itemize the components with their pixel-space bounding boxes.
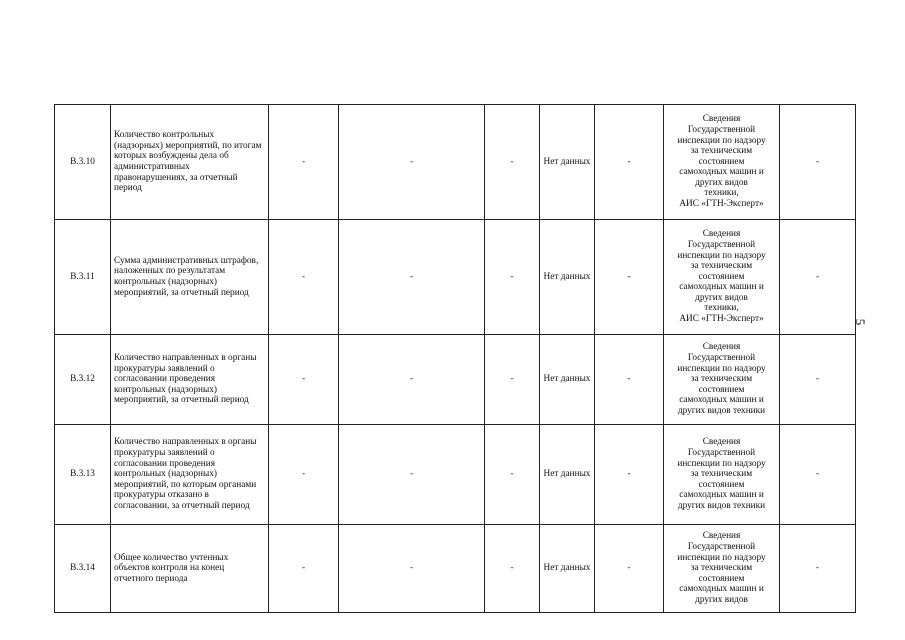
row-code: B.3.11 [55,220,111,335]
row-cell: - [485,220,540,335]
row-cell: - [485,525,540,613]
row-cell: - [269,425,339,525]
indicators-table [54,104,856,613]
row-indicator-name: Количество направленных в органы прокуратуры заявлений о согласовании проведения контрольных (надзорных) мероприятий, по которым органами прокуратуры отказано в согласовании, за отчетный период [111,425,269,525]
table-row [55,335,856,425]
row-cell: - [780,525,856,613]
row-code: B.3.10 [55,105,111,220]
page-number: 5 [853,318,868,326]
row-cell: - [339,525,485,613]
row-cell: - [269,335,339,425]
row-cell: - [780,105,856,220]
row-cell: - [485,335,540,425]
row-cell: - [269,525,339,613]
row-code: B.3.13 [55,425,111,525]
row-source: Сведения Государственной инспекции по надзору за техническим состоянием самоходных машин и других видов техники [664,425,780,525]
table-row [55,525,856,613]
row-source: Сведения Государственной инспекции по надзору за техническим состоянием самоходных машин и других видов техники, АИС «ГТН-Эксперт» [664,105,780,220]
row-cell: - [595,335,664,425]
row-cell: - [339,425,485,525]
row-code: B.3.14 [55,525,111,613]
table-row [55,105,856,220]
row-status: Нет данных [540,525,595,613]
row-status: Нет данных [540,335,595,425]
row-status: Нет данных [540,220,595,335]
row-indicator-name: Количество направленных в органы прокуратуры заявлений о согласовании проведения контрольных (надзорных) мероприятий, за отчетный период [111,335,269,425]
row-source: Сведения Государственной инспекции по надзору за техническим состоянием самоходных машин и других видов [664,525,780,613]
table-row [55,425,856,525]
row-cell: - [780,425,856,525]
row-cell: - [780,335,856,425]
row-cell: - [269,105,339,220]
row-status: Нет данных [540,105,595,220]
row-cell: - [485,105,540,220]
row-source: Сведения Государственной инспекции по надзору за техническим состоянием самоходных машин и других видов техники, АИС «ГТН-Эксперт» [664,220,780,335]
row-cell: - [595,525,664,613]
row-code: B.3.12 [55,335,111,425]
row-cell: - [485,425,540,525]
row-indicator-name: Количество контрольных (надзорных) мероприятий, по итогам которых возбуждены дела об административных правонарушениях, за отчетный период [111,105,269,220]
row-cell: - [595,105,664,220]
row-cell: - [269,220,339,335]
row-cell: - [595,425,664,525]
table-row [55,220,856,335]
row-cell: - [339,220,485,335]
row-cell: - [339,105,485,220]
row-indicator-name: Общее количество учтенных объектов контроля на конец отчетного периода [111,525,269,613]
row-status: Нет данных [540,425,595,525]
row-cell: - [339,335,485,425]
row-source: Сведения Государственной инспекции по надзору за техническим состоянием самоходных машин и других видов техники [664,335,780,425]
row-cell: - [780,220,856,335]
row-indicator-name: Сумма административных штрафов, наложенных по результатам контрольных (надзорных) мероприятий, за отчетный период [111,220,269,335]
row-cell: - [595,220,664,335]
